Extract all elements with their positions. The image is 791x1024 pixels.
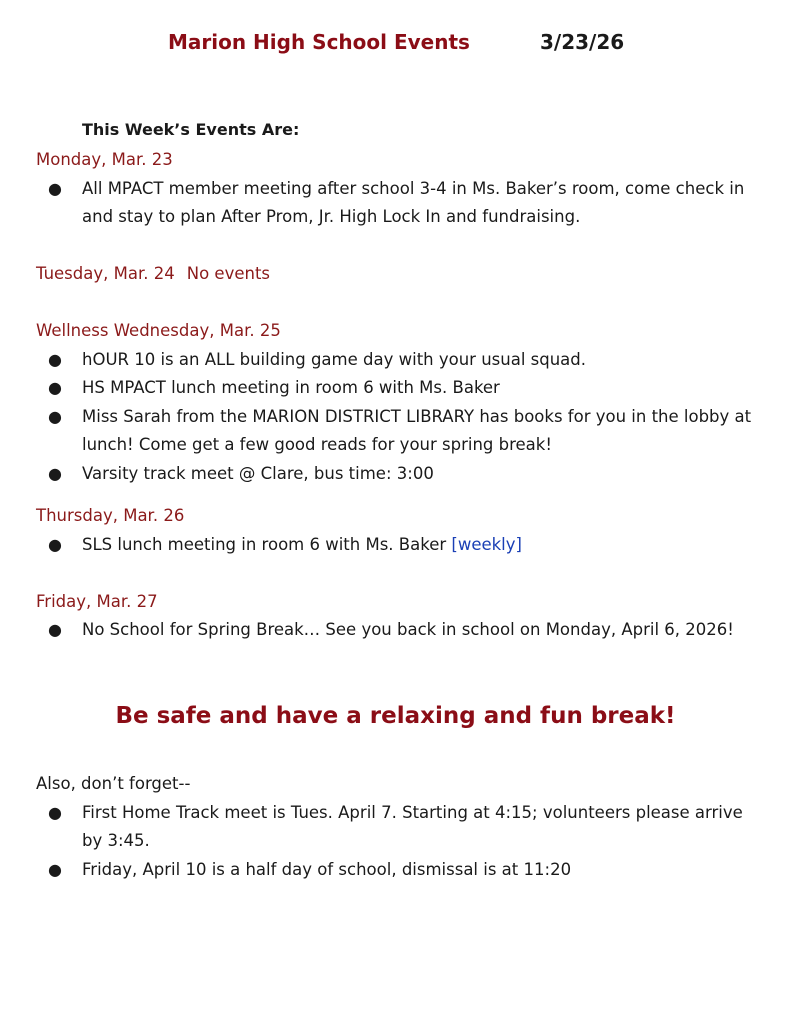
event-text: Varsity track meet @ Clare, bus time: 3:00 — [82, 463, 434, 483]
event-text: No School for Spring Break… See you back in school on Monday, April 6, 2026! — [82, 620, 734, 639]
list-item — [36, 346, 756, 375]
bullet-icon: ● — [48, 620, 62, 639]
day-heading-tuesday — [36, 260, 756, 289]
list-item — [36, 616, 756, 645]
list-item — [36, 460, 756, 489]
thursday-events — [36, 531, 756, 560]
day-label: Tuesday, Mar. 24 — [36, 264, 175, 283]
list-item — [36, 374, 756, 403]
closing-tagline: Be safe and have a relaxing and fun break! — [115, 703, 676, 729]
event-text: Miss Sarah from the MARION DISTRICT LIBRARY has books for you in the lobby at lunch! Come get a few good reads for your spring break! — [82, 406, 752, 454]
event-text: hOUR 10 is an ALL building game day with your usual squad. — [82, 349, 587, 369]
day-heading-thursday: Thursday, Mar. 26 — [36, 506, 185, 525]
monday-events — [36, 175, 756, 232]
bullet-icon: ● — [48, 534, 62, 554]
page-title: Marion High School Events — [168, 30, 470, 54]
bullet-icon: ● — [48, 859, 62, 879]
reminders-section — [36, 770, 756, 884]
event-text: HS MPACT lunch meeting in room 6 with Ms. Baker — [82, 378, 500, 397]
list-item — [36, 799, 756, 856]
weekly-link[interactable]: [weekly] — [451, 534, 522, 554]
event-text: SLS lunch meeting in room 6 with Ms. Baker — [82, 534, 447, 554]
bullet-icon: ● — [48, 463, 62, 483]
reminders-list — [36, 799, 756, 885]
intro-heading: This Week’s Events Are: — [82, 120, 300, 139]
day-heading-friday: Friday, Mar. 27 — [36, 591, 158, 611]
list-item — [36, 856, 756, 885]
bullet-icon: ● — [48, 378, 62, 397]
no-events-note: No events — [186, 264, 271, 283]
page-date: 3/23/26 — [540, 30, 625, 54]
day-heading-monday: Monday, Mar. 23 — [36, 150, 173, 169]
bullet-icon: ● — [48, 802, 62, 822]
wednesday-events — [36, 346, 756, 489]
list-item — [36, 403, 756, 460]
list-item — [36, 531, 756, 560]
day-heading-wednesday: Wellness Wednesday, Mar. 25 — [36, 321, 281, 340]
friday-events — [36, 616, 756, 645]
event-text: All MPACT member meeting after school 3-4 in Ms. Baker’s room, come check in and stay to plan After Prom, Jr. High Lock In and fundraising. — [82, 178, 745, 226]
bullet-icon: ● — [48, 349, 62, 369]
reminder-text: Friday, April 10 is a half day of school, dismissal is at 11:20 — [82, 859, 572, 879]
bullet-icon: ● — [48, 406, 62, 426]
bullet-icon: ● — [48, 178, 62, 198]
header — [0, 30, 791, 60]
events-list — [36, 146, 756, 645]
reminder-text: First Home Track meet is Tues. April 7. Starting at 4:15; volunteers please arrive by 3:45. — [82, 802, 743, 850]
list-item — [36, 175, 756, 232]
reminders-lead: Also, don’t forget-- — [36, 774, 191, 793]
